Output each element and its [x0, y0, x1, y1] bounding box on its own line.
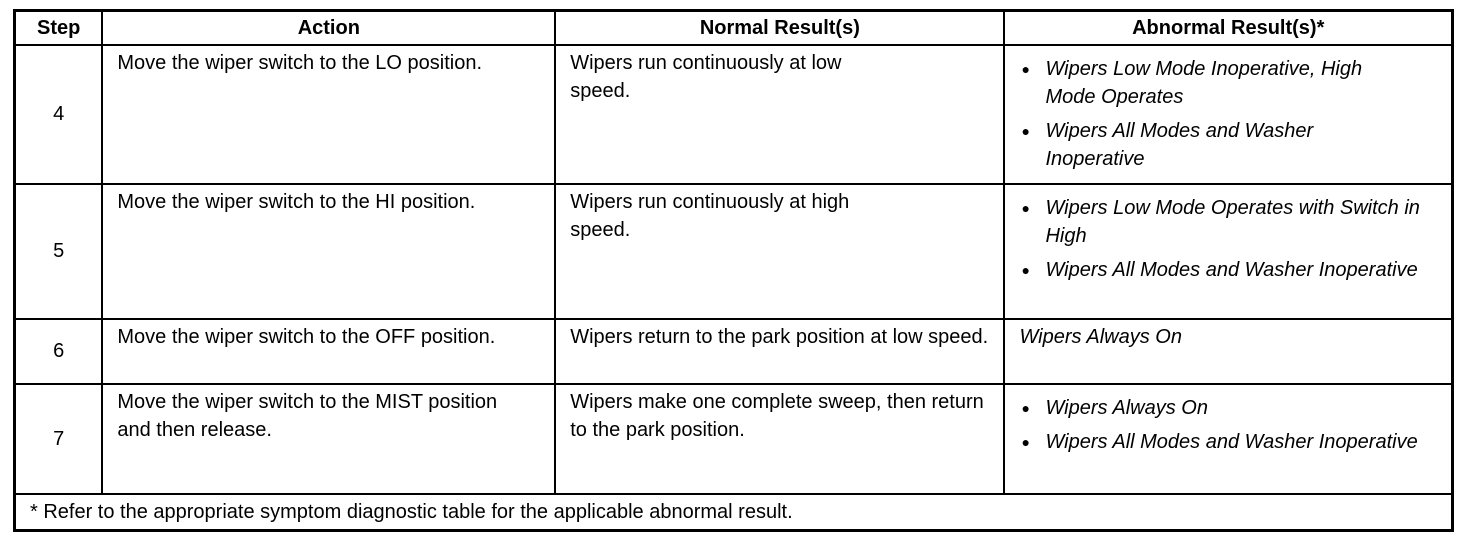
step-cell: 7 — [15, 384, 103, 494]
header-step: Step — [15, 11, 103, 46]
list-item — [1021, 394, 1437, 422]
header-normal: Normal Result(s) — [555, 11, 1004, 46]
abnormal-text: Wipers Always On — [1045, 397, 1208, 419]
abnormal-text: Wipers Low Mode Operates with Switch in High — [1045, 197, 1420, 247]
list-item — [1021, 428, 1437, 456]
table-row — [15, 45, 1453, 184]
bullet-icon: ● — [1021, 434, 1030, 450]
footnote-row — [15, 494, 1453, 531]
list-item — [1021, 194, 1437, 250]
list-item — [1021, 256, 1437, 284]
diagnostic-table — [13, 9, 1454, 532]
bullet-icon: ● — [1021, 61, 1030, 77]
normal-cell: Wipers run continuously at high speed. — [555, 184, 1004, 319]
action-cell: Move the wiper switch to the OFF position. — [102, 319, 555, 384]
table-row — [15, 384, 1453, 494]
step-cell: 5 — [15, 184, 103, 319]
bullet-icon: ● — [1021, 200, 1030, 216]
list-item — [1021, 117, 1417, 173]
normal-cell: Wipers make one complete sweep, then return to the park position. — [555, 384, 1004, 494]
header-action: Action — [102, 11, 555, 46]
header-row — [15, 11, 1453, 46]
action-cell: Move the wiper switch to the HI position. — [102, 184, 555, 319]
abnormal-cell — [1004, 184, 1452, 319]
abnormal-text: Wipers Low Mode Inoperative, High Mode Operates — [1045, 58, 1363, 108]
list-item — [1021, 55, 1417, 111]
abnormal-text: Wipers All Modes and Washer Inoperative — [1045, 431, 1418, 453]
footnote: * Refer to the appropriate symptom diagnostic table for the applicable abnormal result. — [15, 494, 1453, 531]
normal-cell: Wipers run continuously at low speed. — [555, 45, 1004, 184]
table-row — [15, 184, 1453, 319]
abnormal-text: Wipers All Modes and Washer Inoperative — [1045, 120, 1314, 170]
step-cell: 6 — [15, 319, 103, 384]
bullet-icon: ● — [1021, 262, 1030, 278]
abnormal-text: Wipers All Modes and Washer Inoperative — [1045, 259, 1418, 281]
table-row — [15, 319, 1453, 384]
bullet-icon: ● — [1021, 123, 1030, 139]
header-abnormal: Abnormal Result(s)* — [1004, 11, 1452, 46]
abnormal-cell — [1004, 384, 1452, 494]
step-cell: 4 — [15, 45, 103, 184]
normal-cell: Wipers return to the park position at low speed. — [555, 319, 1004, 384]
action-cell: Move the wiper switch to the MIST position and then release. — [102, 384, 555, 494]
abnormal-cell — [1004, 45, 1452, 184]
bullet-icon: ● — [1021, 400, 1030, 416]
action-cell: Move the wiper switch to the LO position. — [102, 45, 555, 184]
abnormal-cell: Wipers Always On — [1004, 319, 1452, 384]
